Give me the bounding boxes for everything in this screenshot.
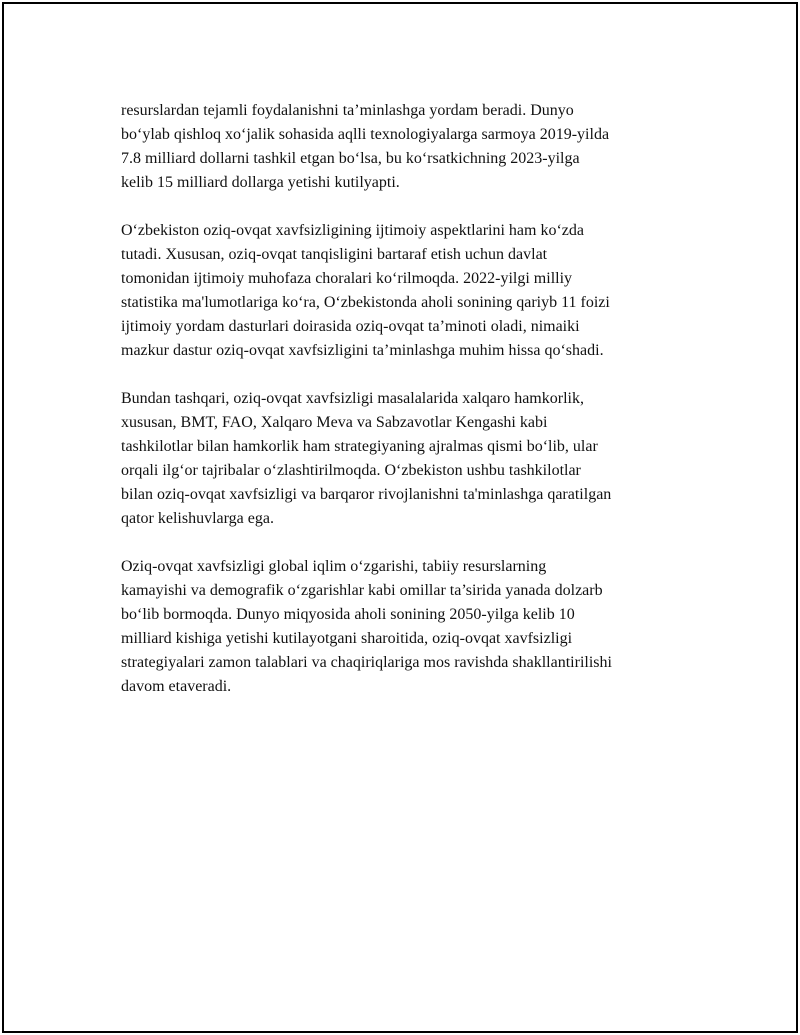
page-frame (2, 2, 798, 1033)
page-content (121, 99, 701, 723)
paragraph-4: Oziq-ovqat xavfsizligi global iqlim o‘zgarishi, tabiiy resurslarning kamayishi va demografik o‘zgarishlar kabi omillar ta’sirida yanada dolzarb bo‘lib bormoqda. Dunyo miqyosida aholi sonining 2050-yilga kelib 10 milliard kishiga yetishi kutilayotgani sharoitida, oziq-ovqat xavfsizligi strategiyalari zamon talablari va chaqiriqlariga mos ravishda shakllantirilishi davom etaveradi. (121, 558, 612, 695)
paragraph-2: O‘zbekiston oziq-ovqat xavfsizligining ijtimoiy aspektlarini ham ko‘zda tutadi. Xususan, oziq-ovqat tanqisligini bartaraf etish uchun davlat tomonidan ijtimoiy muhofaza choralari ko‘rilmoqda. 2022-yilgi milliy statistika ma'lumotlariga ko‘ra, O‘zbekistonda aholi sonining qariyb 11 foizi ijtimoiy yordam dasturlari doirasida oziq-ovqat ta’minoti oladi, nimaiki mazkur dastur oziq-ovqat xavfsizligini ta’minlashga muhim hissa qo‘shadi. (121, 222, 610, 359)
paragraph-1: resurslardan tejamli foydalanishni ta’minlashga yordam beradi. Dunyo bo‘ylab qishloq xo‘jalik sohasida aqlli texnologiyalarga sarmoya 2019-yilda 7.8 milliard dollarni tashkil etgan bo‘lsa, bu ko‘rsatkichning 2023-yilga kelib 15 milliard dollarga yetishi kutilyapti. (121, 102, 610, 191)
paragraph-3: Bundan tashqari, oziq-ovqat xavfsizligi masalalarida xalqaro hamkorlik, xususan, BMT, FAO, Xalqaro Meva va Sabzavotlar Kengashi kabi tashkilotlar bilan hamkorlik ham strategiyaning ajralmas qismi bo‘lib, ular orqali ilg‘or tajribalar o‘zlashtirilmoqda. O‘zbekiston ushbu tashkilotlar bilan oziq-ovqat xavfsizligi va barqaror rivojlanishni ta'minlashga qaratilgan qator kelishuvlarga ega. (121, 390, 612, 527)
